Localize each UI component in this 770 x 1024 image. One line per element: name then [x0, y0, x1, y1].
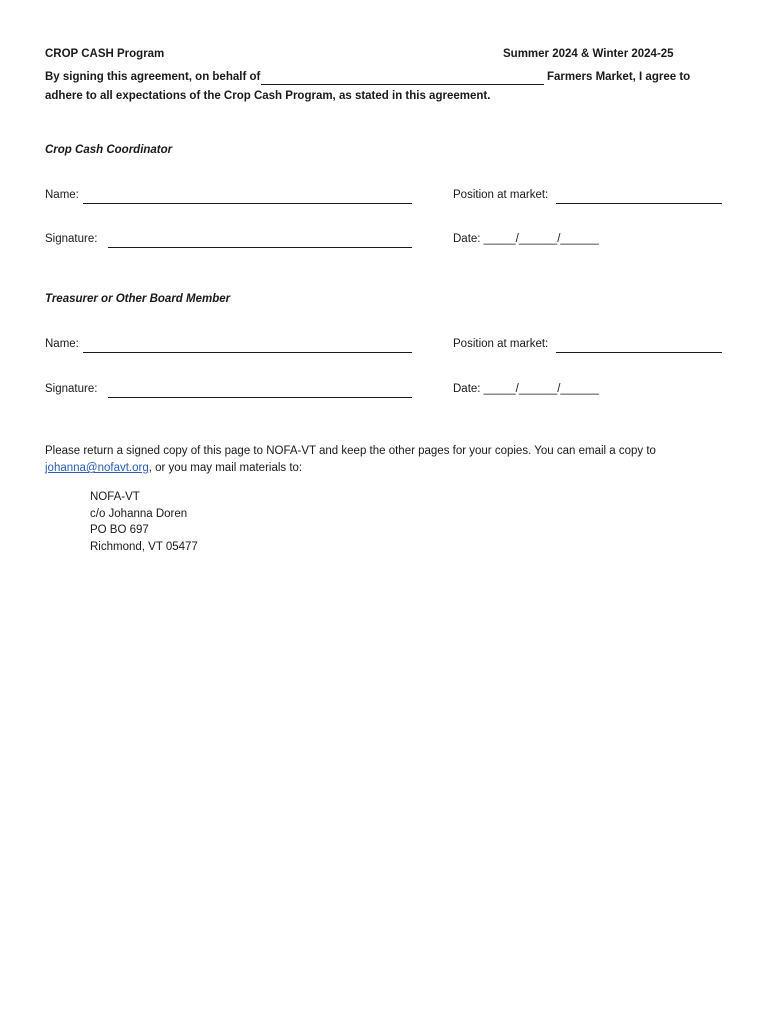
address-line: c/o Johanna Doren: [90, 507, 188, 520]
section-title-coordinator: Crop Cash Coordinator: [45, 144, 173, 156]
section-title-treasurer: Treasurer or Other Board Member: [45, 293, 231, 305]
position-label: Position at market:: [453, 338, 549, 350]
signature-field[interactable]: [108, 247, 412, 248]
name-label: Name:: [45, 189, 79, 201]
season-label: Summer 2024 & Winter 2024-25: [503, 48, 674, 60]
return-instructions-line2: , or you may mail materials to:: [148, 462, 303, 474]
intro-text-start: By signing this agreement, on behalf of: [45, 71, 261, 83]
address-line: Richmond, VT 05477: [90, 540, 198, 553]
position-label: Position at market:: [453, 189, 549, 201]
signature-label: Signature:: [45, 383, 98, 395]
position-field[interactable]: [556, 352, 722, 353]
signature-label: Signature:: [45, 233, 98, 245]
intro-text-line2: adhere to all expectations of the Crop Cash Program, as stated in this agreement.: [45, 90, 491, 102]
intro-text-end: Farmers Market, I agree to: [547, 71, 691, 83]
date-field[interactable]: Date: _____/______/______: [453, 233, 599, 245]
email-link[interactable]: johanna@nofavt.org: [45, 462, 149, 474]
mailing-address: [90, 489, 198, 555]
market-name-blank[interactable]: [261, 84, 544, 85]
name-field[interactable]: [83, 352, 412, 353]
position-field[interactable]: [556, 203, 722, 204]
address-line: NOFA-VT: [90, 491, 140, 503]
date-field[interactable]: Date: _____/______/______: [453, 383, 599, 395]
address-line: PO BO 697: [90, 524, 149, 536]
name-label: Name:: [45, 338, 79, 350]
return-instructions-line1: Please return a signed copy of this page to NOFA-VT and keep the other pages for your copies. You can email a copy to: [45, 445, 656, 457]
program-title: CROP CASH Program: [45, 48, 165, 60]
return-instructions: [45, 443, 725, 477]
name-field[interactable]: [83, 203, 412, 204]
signature-field[interactable]: [108, 397, 412, 398]
